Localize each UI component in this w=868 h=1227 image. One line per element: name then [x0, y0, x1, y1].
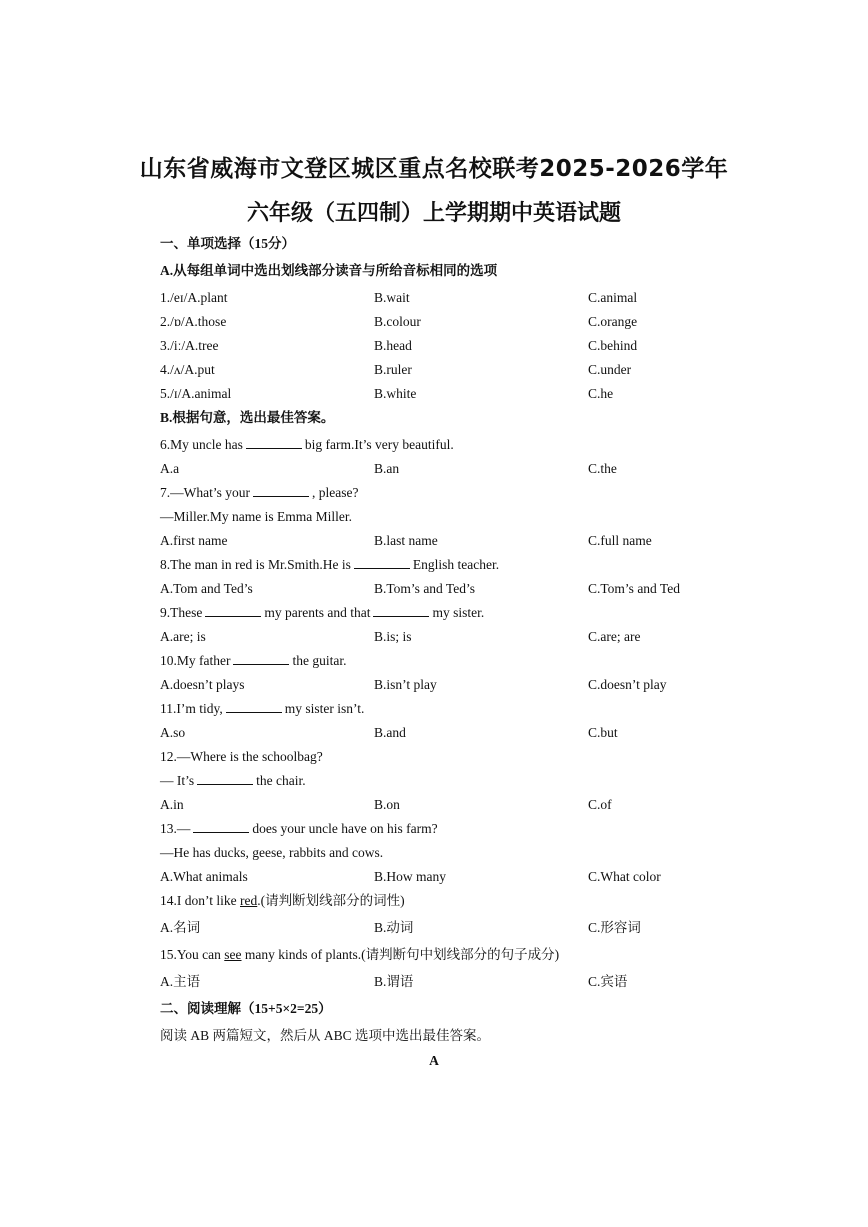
question-8	[160, 555, 499, 575]
option-c: C.full name	[588, 533, 652, 548]
option-a: A.Tom and Ted’s	[160, 581, 253, 596]
passage-label: A	[429, 1053, 439, 1068]
option-a: A.名词	[160, 920, 201, 935]
phonics-row-3	[160, 336, 720, 356]
answer-blank	[205, 604, 261, 617]
question-text: 7.—What’s your	[160, 485, 250, 500]
option-b: B.head	[374, 338, 412, 353]
question-text: 8.The man in red is Mr.Smith.He is	[160, 557, 351, 572]
option-c: C.形容词	[588, 920, 641, 935]
option-b: B.is; is	[374, 629, 412, 644]
options-12	[160, 795, 720, 815]
option-b: B.How many	[374, 869, 446, 884]
section2-instruction: 阅读 AB 两篇短文，然后从 ABC 选项中选出最佳答案。	[160, 1028, 491, 1043]
question-7-reply: —Miller.My name is Emma Miller.	[160, 509, 352, 524]
option-c: C.orange	[588, 314, 638, 329]
option-b: B.动词	[374, 920, 414, 935]
question-text: 14.I don’t like	[160, 893, 237, 908]
question-text: 9.These	[160, 605, 203, 620]
option-c: C.doesn’t play	[588, 677, 667, 692]
question-14	[160, 891, 405, 911]
question-13-reply: —He has ducks, geese, rabbits and cows.	[160, 845, 384, 860]
options-14	[160, 918, 720, 938]
section1-heading: 一、单项选择（15分）	[160, 236, 295, 251]
option-b: B.isn’t play	[374, 677, 437, 692]
option-b: B.on	[374, 797, 400, 812]
option-a: A.first name	[160, 533, 228, 548]
partB-heading: B.根据句意，选出最佳答案。	[160, 410, 335, 425]
option-a: A.doesn’t plays	[160, 677, 245, 692]
option-a: 2./ɒ/A.those	[160, 314, 227, 329]
question-9	[160, 603, 484, 623]
option-a: A.a	[160, 461, 180, 476]
option-c: C.under	[588, 362, 632, 377]
answer-blank	[233, 652, 289, 665]
option-c: C.but	[588, 725, 618, 740]
options-11	[160, 723, 720, 743]
option-a: A.主语	[160, 974, 201, 989]
options-6	[160, 459, 720, 479]
options-13	[160, 867, 720, 887]
option-a: 5./ɪ/A.animal	[160, 386, 232, 401]
phonics-row-1	[160, 288, 720, 308]
answer-blank	[246, 436, 302, 449]
option-a: 1./eɪ/A.plant	[160, 290, 228, 305]
option-c: C.animal	[588, 290, 638, 305]
question-text: does your uncle have on his farm?	[252, 821, 438, 836]
question-text: .(请判断划线部分的词性)	[257, 893, 405, 908]
option-b: B.and	[374, 725, 406, 740]
question-7	[160, 483, 358, 503]
phonics-row-4	[160, 360, 720, 380]
exam-title-line2: 六年级（五四制）上学期期中英语试题	[246, 201, 621, 226]
question-6	[160, 435, 454, 455]
option-b: B.wait	[374, 290, 410, 305]
options-9	[160, 627, 720, 647]
question-10	[160, 651, 346, 671]
answer-blank	[373, 604, 429, 617]
question-text: my parents and that	[264, 605, 371, 620]
question-text: 6.My uncle has	[160, 437, 243, 452]
option-c: C.he	[588, 386, 614, 401]
answer-blank	[193, 820, 249, 833]
option-a: A.are; is	[160, 629, 206, 644]
option-c: C.are; are	[588, 629, 641, 644]
option-b: B.谓语	[374, 974, 414, 989]
answer-blank	[354, 556, 410, 569]
option-c: C.behind	[588, 338, 638, 353]
option-a: A.What animals	[160, 869, 248, 884]
option-b: B.colour	[374, 314, 421, 329]
options-8	[160, 579, 720, 599]
options-10	[160, 675, 720, 695]
question-text: big farm.It’s very beautiful.	[304, 437, 454, 452]
question-12-reply	[160, 771, 306, 791]
question-text: — It’s	[160, 773, 195, 788]
question-12: 12.—Where is the schoolbag?	[160, 749, 323, 764]
underlined-word: red	[240, 893, 258, 908]
phonics-row-2	[160, 312, 720, 332]
underlined-word: see	[224, 947, 242, 962]
option-c: C.宾语	[588, 974, 628, 989]
option-a: A.in	[160, 797, 184, 812]
options-15	[160, 972, 720, 992]
question-text: 15.You can	[160, 947, 221, 962]
option-b: B.Tom’s and Ted’s	[374, 581, 475, 596]
option-b: B.ruler	[374, 362, 412, 377]
question-text: , please?	[312, 485, 359, 500]
partA-heading: A.从每组单词中选出划线部分读音与所给音标相同的选项	[160, 263, 498, 278]
answer-blank	[253, 484, 309, 497]
exam-title-line1: 山东省威海市文登区城区重点名校联考2025-2026学年	[139, 156, 729, 182]
answer-blank	[197, 772, 253, 785]
phonics-row-5	[160, 384, 720, 404]
option-c: C.What color	[588, 869, 661, 884]
option-c: C.Tom’s and Ted	[588, 581, 680, 596]
question-text: the guitar.	[292, 653, 347, 668]
answer-blank	[226, 700, 282, 713]
question-text: my sister isn’t.	[284, 701, 365, 716]
question-text: the chair.	[256, 773, 306, 788]
option-b: B.an	[374, 461, 400, 476]
question-text: English teacher.	[412, 557, 500, 572]
question-text: 10.My father	[160, 653, 231, 668]
question-11	[160, 699, 364, 719]
question-text: 13.—	[160, 821, 191, 836]
option-a: A.so	[160, 725, 186, 740]
option-a: 4./ʌ/A.put	[160, 362, 215, 377]
question-text: many kinds of plants.(请判断句中划线部分的句子成分)	[244, 947, 560, 962]
question-13	[160, 819, 438, 839]
question-text: my sister.	[432, 605, 485, 620]
option-b: B.last name	[374, 533, 438, 548]
section2-heading: 二、阅读理解（15+5×2=25）	[160, 1001, 332, 1016]
option-a: 3./iː/A.tree	[160, 338, 219, 353]
question-15	[160, 945, 559, 965]
option-c: C.of	[588, 797, 612, 812]
option-c: C.the	[588, 461, 617, 476]
question-text: 11.I’m tidy,	[160, 701, 223, 716]
options-7	[160, 531, 720, 551]
option-b: B.white	[374, 386, 417, 401]
